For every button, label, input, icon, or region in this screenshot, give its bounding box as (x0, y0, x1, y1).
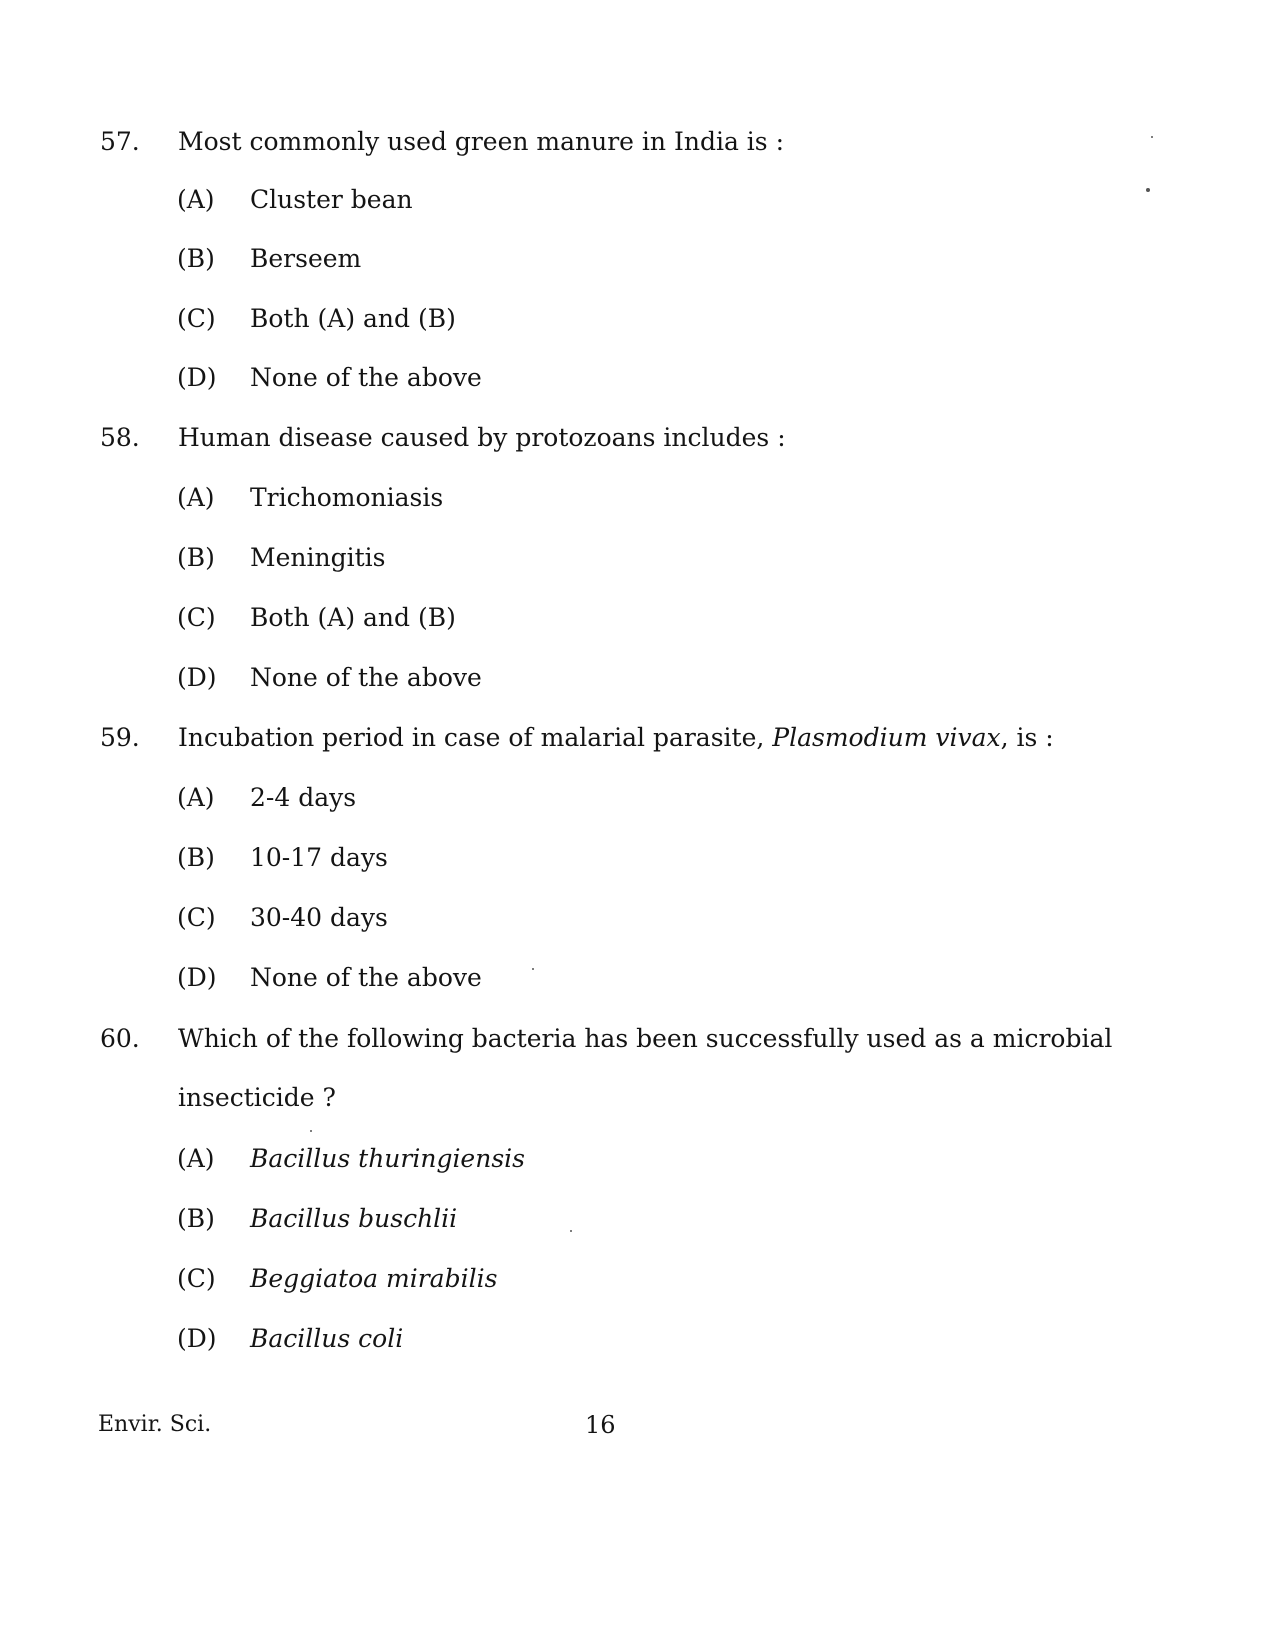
question-60 (0, 1019, 1275, 1059)
option-60-b (0, 1199, 1275, 1239)
option-58-b (0, 538, 1275, 578)
option-59-c (0, 898, 1275, 938)
option-text: None of the above (250, 363, 482, 392)
scan-speck (570, 1230, 572, 1232)
option-57-c (0, 299, 1275, 339)
option-text: Bacillus coli (250, 1324, 404, 1353)
option-58-d (0, 658, 1275, 698)
option-60-a (0, 1139, 1275, 1179)
option-59-b (0, 838, 1275, 878)
option-letter: (C) (177, 304, 216, 333)
question-57 (0, 122, 1275, 162)
option-letter: (A) (177, 185, 215, 214)
scan-speck (1151, 136, 1153, 138)
option-letter: (D) (177, 963, 217, 992)
option-letter: (B) (177, 843, 215, 872)
option-text: Bacillus buschlii (250, 1204, 458, 1233)
option-text: Trichomoniasis (250, 483, 444, 512)
question-text-start: Incubation period in case of malarial parasite, (178, 723, 773, 752)
option-letter: (D) (177, 363, 217, 392)
question-text (178, 718, 1054, 758)
option-letter: (B) (177, 244, 215, 273)
question-text: insecticide ? (178, 1083, 336, 1112)
option-text: None of the above (250, 663, 482, 692)
option-letter: (D) (177, 1324, 217, 1353)
question-58 (0, 418, 1275, 458)
question-59 (0, 718, 1275, 758)
question-text-end: , is : (1000, 723, 1054, 752)
scan-speck (1146, 188, 1150, 192)
footer-subject: Envir. Sci. (98, 1412, 212, 1437)
question-number: 57. (100, 127, 140, 156)
option-57-d (0, 358, 1275, 398)
question-number: 58. (100, 423, 140, 452)
question-60-continued (0, 1078, 1275, 1118)
question-number: 60. (100, 1024, 140, 1053)
option-58-a (0, 478, 1275, 518)
option-letter: (A) (177, 783, 215, 812)
scan-speck (532, 968, 534, 970)
option-letter: (A) (177, 483, 215, 512)
option-letter: (A) (177, 1144, 215, 1173)
question-text: Most commonly used green manure in India is : (178, 127, 784, 156)
option-letter: (C) (177, 903, 216, 932)
species-name: Plasmodium vivax (772, 723, 1001, 752)
option-59-a (0, 778, 1275, 818)
option-text: Beggiatoa mirabilis (250, 1264, 498, 1293)
page-number: 16 (585, 1411, 616, 1439)
option-57-b (0, 239, 1275, 279)
question-number: 59. (100, 723, 140, 752)
option-text: Bacillus thuringiensis (250, 1144, 525, 1173)
option-text: Both (A) and (B) (250, 603, 456, 632)
option-58-c (0, 598, 1275, 638)
question-text: Human disease caused by protozoans includes : (178, 423, 786, 452)
option-letter: (D) (177, 663, 217, 692)
option-text: None of the above (250, 963, 482, 992)
option-text: Berseem (250, 244, 362, 273)
option-letter: (B) (177, 1204, 215, 1233)
scan-speck (310, 1130, 312, 1132)
option-59-d (0, 958, 1275, 998)
option-letter: (C) (177, 603, 216, 632)
option-text: 2-4 days (250, 783, 357, 812)
option-text: Cluster bean (250, 185, 413, 214)
option-text: 30-40 days (250, 903, 388, 932)
option-letter: (B) (177, 543, 215, 572)
option-text: Both (A) and (B) (250, 304, 456, 333)
option-57-a (0, 180, 1275, 220)
option-text: 10-17 days (250, 843, 388, 872)
option-text: Meningitis (250, 543, 386, 572)
option-letter: (C) (177, 1264, 216, 1293)
option-60-d (0, 1319, 1275, 1359)
option-60-c (0, 1259, 1275, 1299)
question-text: Which of the following bacteria has been successfully used as a microbial (178, 1024, 1113, 1053)
